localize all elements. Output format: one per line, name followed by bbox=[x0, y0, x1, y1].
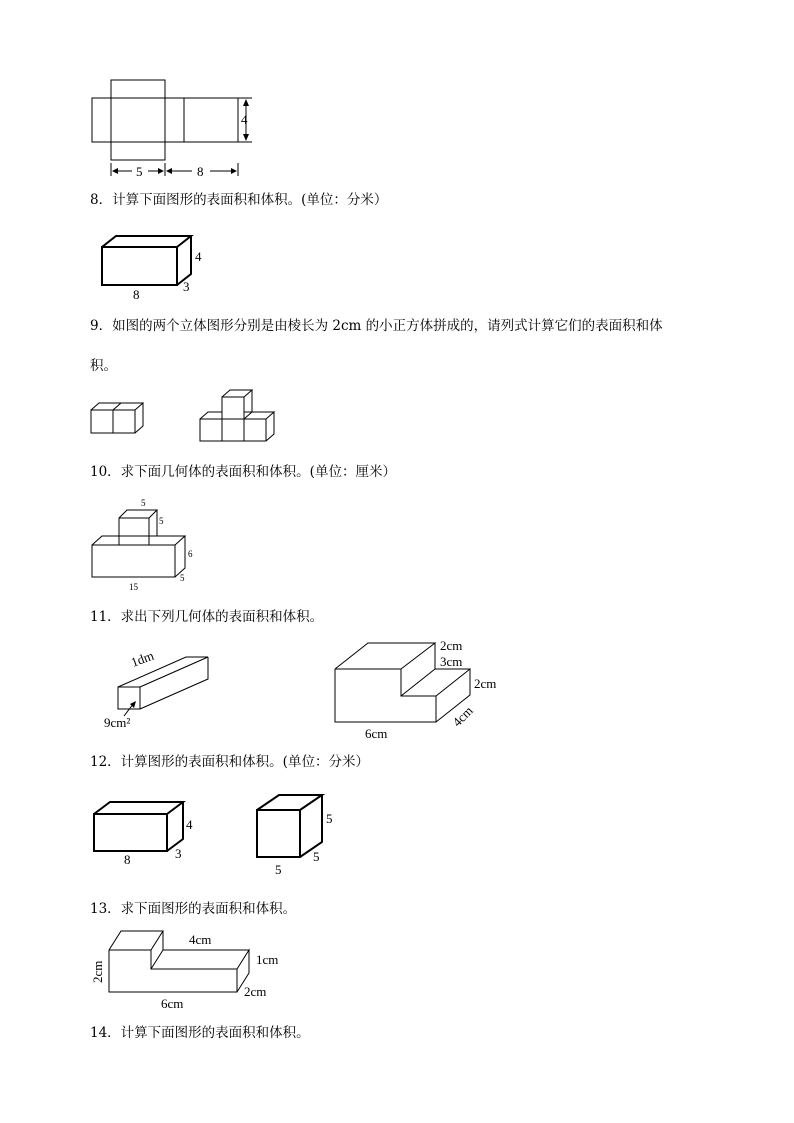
question-8: 8．计算下面图形的表面积和体积。(单位：分米） bbox=[90, 192, 388, 208]
q8-depth-label: 3 bbox=[183, 279, 190, 294]
q10-base-height-label: 6 bbox=[188, 549, 193, 559]
q10-top-width-label: 5 bbox=[141, 498, 146, 508]
q13-depth-label: 2cm bbox=[244, 984, 267, 999]
q12b-horizontal-edge-label: 5 bbox=[275, 862, 282, 877]
q11a-area-label: 9cm² bbox=[104, 715, 131, 730]
net-width-a-label: 5 bbox=[136, 164, 143, 179]
q11b-length-label: 6cm bbox=[365, 726, 388, 741]
q13-left-height-label: 2cm bbox=[90, 960, 105, 983]
q12b-depth-edge-label: 5 bbox=[313, 849, 320, 864]
q13-right-height-label: 1cm bbox=[256, 952, 279, 967]
question-13: 13．求下面图形的表面积和体积。 bbox=[90, 901, 297, 917]
q10-base-length-label: 15 bbox=[129, 582, 138, 592]
net-height-label: 4 bbox=[241, 112, 248, 127]
net-width-b-label: 8 bbox=[197, 164, 204, 179]
q10-base-depth-label: 5 bbox=[180, 573, 185, 583]
q11b-right-height-label: 2cm bbox=[474, 676, 497, 691]
q12a-depth-label: 3 bbox=[175, 846, 182, 861]
q10-top-depth-label: 5 bbox=[159, 516, 164, 526]
q13-length-label: 6cm bbox=[161, 996, 184, 1011]
q8-height-label: 4 bbox=[195, 249, 202, 264]
question-10: 10．求下面几何体的表面积和体积。(单位：厘米） bbox=[90, 464, 396, 480]
question-12: 12．计算图形的表面积和体积。(单位：分米） bbox=[90, 754, 369, 770]
q11b-depth-label: 4cm bbox=[449, 702, 476, 730]
question-9-line1: 9．如图的两个立体图形分别是由棱长为 2cm 的小正方体拼成的，请列式计算它们的表面积和体 bbox=[90, 318, 663, 334]
q8-length-label: 8 bbox=[133, 287, 140, 302]
q11b-top-label: 2cm bbox=[440, 638, 463, 653]
question-9-line2: 积。 bbox=[90, 358, 117, 374]
question-14: 14．计算下面图形的表面积和体积。 bbox=[90, 1025, 310, 1041]
q12a-height-label: 4 bbox=[186, 817, 193, 832]
q11a-length-label: 1dm bbox=[128, 647, 156, 670]
q12a-length-label: 8 bbox=[124, 852, 131, 867]
q12b-vertical-edge-label: 5 bbox=[326, 811, 333, 826]
q11b-step-label: 3cm bbox=[440, 654, 463, 669]
q13-top-label: 4cm bbox=[189, 932, 212, 947]
question-11: 11．求出下列几何体的表面积和体积。 bbox=[90, 609, 324, 625]
